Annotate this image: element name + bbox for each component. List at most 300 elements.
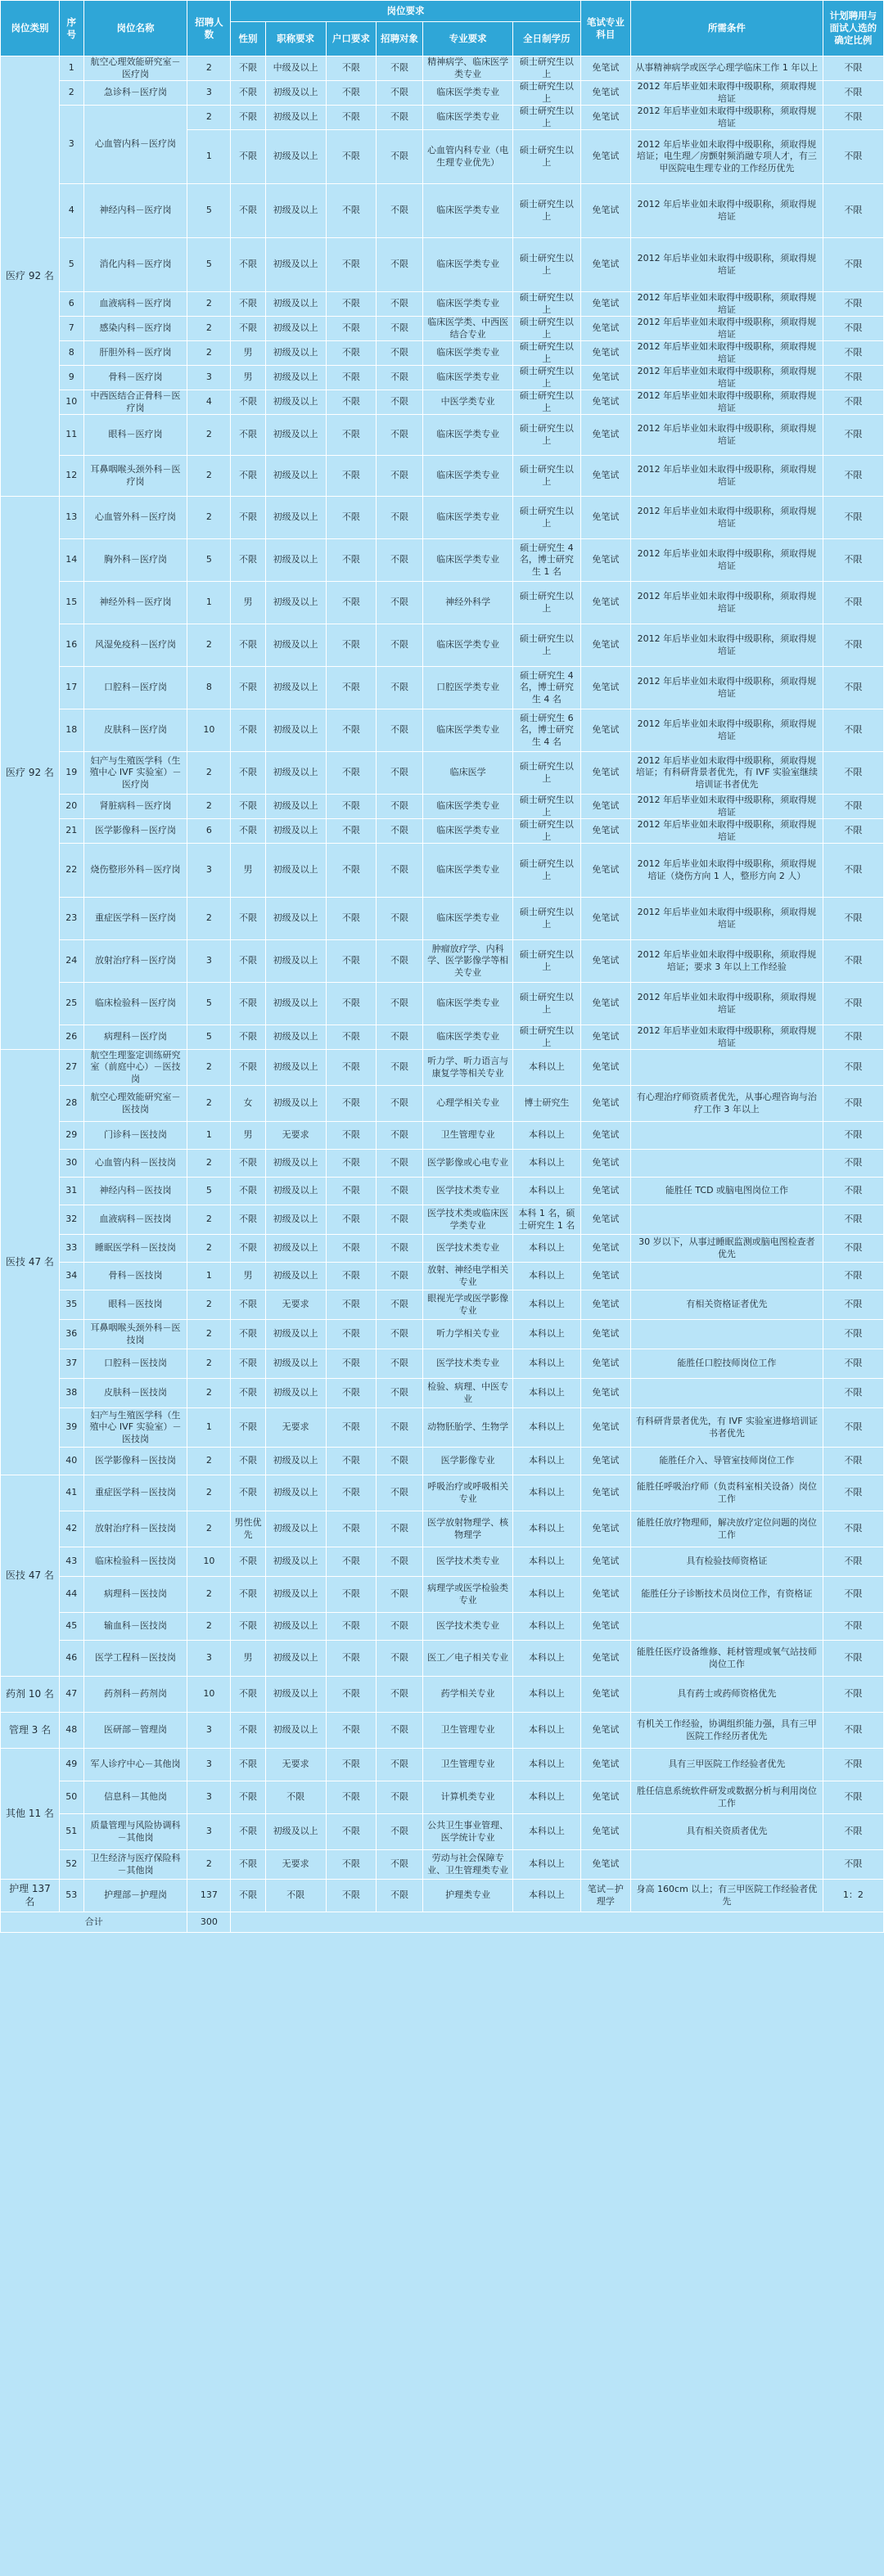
title-cell: 初级及以上 [265,1511,326,1547]
ratio-cell: 不限 [823,1320,883,1349]
major-cell: 检验、病理、中医专业 [423,1379,513,1408]
major-cell: 临床医学类专业 [423,366,513,390]
target-cell: 不限 [377,1677,423,1713]
conditions-cell: 胜任信息系统软件研发或数据分析与利用岗位工作 [631,1781,823,1814]
title-cell: 初级及以上 [265,341,326,366]
major-cell: 临床医学 [423,752,513,795]
seq-cell: 26 [59,1025,83,1050]
title-cell: 初级及以上 [265,539,326,582]
count-cell: 2 [187,1577,231,1613]
ratio-cell: 不限 [823,819,883,844]
exam-cell: 免笔试 [580,1290,630,1320]
edu-cell: 本科以上 [513,1880,581,1912]
ratio-cell: 不限 [823,539,883,582]
gender-cell: 不限 [231,390,265,415]
edu-cell: 本科以上 [513,1475,581,1511]
exam-cell: 免笔试 [580,1677,630,1713]
major-cell: 临床医学类专业 [423,983,513,1025]
seq-cell: 47 [59,1677,83,1713]
seq-cell: 9 [59,366,83,390]
position-cell: 医研部－管理岗 [83,1713,187,1749]
count-cell: 2 [187,1448,231,1475]
ratio-cell: 不限 [823,1641,883,1677]
gender-cell: 男 [231,844,265,898]
target-cell: 不限 [377,1814,423,1850]
exam-cell: 免笔试 [580,819,630,844]
conditions-cell [631,1150,823,1178]
gender-cell: 不限 [231,983,265,1025]
hukou-cell: 不限 [326,709,376,752]
exam-cell: 免笔试 [580,1547,630,1577]
target-cell: 不限 [377,292,423,317]
count-cell: 1 [187,1408,231,1448]
table-row [1,1880,884,1912]
edu-cell: 硕士研究生以上 [513,624,581,667]
seq-cell: 51 [59,1814,83,1850]
count-cell: 2 [187,341,231,366]
seq-cell: 12 [59,456,83,497]
ratio-cell: 不限 [823,1475,883,1511]
edu-cell: 硕士研究生以上 [513,983,581,1025]
hukou-cell: 不限 [326,1713,376,1749]
edu-cell: 本科以上 [513,1677,581,1713]
gender-cell: 不限 [231,1178,265,1205]
conditions-cell: 2012 年后毕业如未取得中级职称，须取得规培证 [631,317,823,341]
position-cell: 神经内科－医疗岗 [83,184,187,238]
table-row [1,582,884,624]
major-cell: 医学放射物理学、核物理学 [423,1511,513,1547]
gender-cell: 不限 [231,1349,265,1379]
position-cell: 心血管内科－医技岗 [83,1150,187,1178]
gender-cell: 不限 [231,56,265,81]
target-cell: 不限 [377,1408,423,1448]
position-cell: 口腔科－医疗岗 [83,667,187,709]
gender-cell: 不限 [231,106,265,130]
ratio-cell: 不限 [823,415,883,456]
table-row [1,238,884,292]
gender-cell: 不限 [231,1290,265,1320]
gender-cell: 不限 [231,752,265,795]
col-header-ratio: 计划聘用与面试人选的确定比例 [823,1,883,56]
table-row [1,1475,884,1511]
exam-cell: 免笔试 [580,1511,630,1547]
exam-cell: 免笔试 [580,184,630,238]
target-cell: 不限 [377,81,423,106]
table-row [1,1205,884,1235]
ratio-cell: 不限 [823,1511,883,1547]
total-label-cell: 合计 [1,1912,187,1933]
major-cell: 临床医学类专业 [423,106,513,130]
count-cell: 2 [187,415,231,456]
seq-cell: 5 [59,238,83,292]
target-cell: 不限 [377,1749,423,1781]
table-row [1,667,884,709]
edu-cell: 本科以上 [513,1547,581,1577]
gender-cell: 男 [231,366,265,390]
edu-cell: 硕士研究生以上 [513,292,581,317]
table-row [1,795,884,819]
seq-cell: 15 [59,582,83,624]
target-cell: 不限 [377,582,423,624]
title-cell: 初级及以上 [265,1205,326,1235]
title-cell: 初级及以上 [265,1086,326,1122]
target-cell: 不限 [377,1547,423,1577]
title-cell: 初级及以上 [265,624,326,667]
target-cell: 不限 [377,497,423,539]
count-cell: 2 [187,1205,231,1235]
target-cell: 不限 [377,795,423,819]
seq-cell: 19 [59,752,83,795]
gender-cell: 不限 [231,940,265,983]
exam-cell: 免笔试 [580,415,630,456]
title-cell: 初级及以上 [265,390,326,415]
exam-cell: 免笔试 [580,1749,630,1781]
col-header-edu: 全日制学历 [513,22,581,56]
ratio-cell: 不限 [823,898,883,940]
table-row [1,81,884,106]
hukou-cell: 不限 [326,844,376,898]
hukou-cell: 不限 [326,1290,376,1320]
title-cell: 初级及以上 [265,1448,326,1475]
edu-cell: 硕士研究生以上 [513,81,581,106]
seq-cell: 18 [59,709,83,752]
hukou-cell: 不限 [326,983,376,1025]
table-row [1,1641,884,1677]
category-cell: 医疗 92 名 [1,497,60,1050]
edu-cell: 本科以上 [513,1150,581,1178]
exam-cell: 免笔试 [580,1641,630,1677]
major-cell: 临床医学类专业 [423,497,513,539]
conditions-cell: 2012 年后毕业如未取得中级职称，须取得规培证 [631,292,823,317]
major-cell: 动物胚胎学、生物学 [423,1408,513,1448]
seq-cell: 35 [59,1290,83,1320]
gender-cell: 不限 [231,1713,265,1749]
category-cell: 其他 11 名 [1,1749,60,1880]
ratio-cell: 不限 [823,390,883,415]
table-row [1,1349,884,1379]
conditions-cell: 能胜任放疗物理师，解决放疗定位问题的岗位工作 [631,1511,823,1547]
edu-cell: 本科以上 [513,1749,581,1781]
hukou-cell: 不限 [326,582,376,624]
gender-cell: 不限 [231,624,265,667]
position-cell: 烧伤整形外科－医疗岗 [83,844,187,898]
hukou-cell: 不限 [326,1613,376,1641]
position-cell: 血液病科－医疗岗 [83,292,187,317]
edu-cell: 硕士研究生以上 [513,497,581,539]
target-cell: 不限 [377,1320,423,1349]
conditions-cell: 2012 年后毕业如未取得中级职称，须取得规培证 [631,238,823,292]
count-cell: 5 [187,184,231,238]
count-cell: 3 [187,1713,231,1749]
edu-cell: 本科以上 [513,1511,581,1547]
count-cell: 2 [187,56,231,81]
col-header-conditions: 所需条件 [631,1,823,56]
target-cell: 不限 [377,709,423,752]
exam-cell: 免笔试 [580,317,630,341]
conditions-cell [631,1850,823,1880]
hukou-cell: 不限 [326,1511,376,1547]
title-cell: 初级及以上 [265,582,326,624]
major-cell: 临床医学类专业 [423,844,513,898]
ratio-cell: 1：2 [823,1880,883,1912]
position-cell: 医学影像科－医技岗 [83,1448,187,1475]
gender-cell: 不限 [231,819,265,844]
exam-cell: 免笔试 [580,898,630,940]
exam-cell: 免笔试 [580,582,630,624]
table-row [1,819,884,844]
seq-cell: 23 [59,898,83,940]
table-row [1,1408,884,1448]
ratio-cell: 不限 [823,624,883,667]
exam-cell: 免笔试 [580,539,630,582]
gender-cell: 不限 [231,1205,265,1235]
ratio-cell: 不限 [823,497,883,539]
position-cell: 耳鼻咽喉头颈外科－医技岗 [83,1320,187,1349]
title-cell: 初级及以上 [265,317,326,341]
ratio-cell: 不限 [823,667,883,709]
ratio-cell: 不限 [823,709,883,752]
count-cell: 3 [187,1781,231,1814]
table-row [1,709,884,752]
gender-cell: 不限 [231,1025,265,1050]
gender-cell: 不限 [231,1850,265,1880]
table-row [1,1235,884,1263]
col-header-group: 岗位要求 [231,1,580,22]
col-header-category: 岗位类别 [1,1,60,56]
ratio-cell: 不限 [823,130,883,184]
exam-cell: 免笔试 [580,1150,630,1178]
seq-cell: 17 [59,667,83,709]
table-row [1,844,884,898]
conditions-cell: 30 岁以下，从事过睡眠监测或脑电图检查者优先 [631,1235,823,1263]
target-cell: 不限 [377,1577,423,1613]
exam-cell: 免笔试 [580,497,630,539]
target-cell: 不限 [377,1263,423,1290]
position-cell: 病理科－医疗岗 [83,1025,187,1050]
title-cell: 初级及以上 [265,366,326,390]
title-cell: 初级及以上 [265,415,326,456]
edu-cell: 硕士研究生以上 [513,184,581,238]
ratio-cell: 不限 [823,752,883,795]
position-cell: 重症医学科－医疗岗 [83,898,187,940]
hukou-cell: 不限 [326,667,376,709]
edu-cell: 硕士研究生以上 [513,366,581,390]
count-cell: 10 [187,1547,231,1577]
target-cell: 不限 [377,1290,423,1320]
count-cell: 1 [187,1263,231,1290]
title-cell: 初级及以上 [265,1613,326,1641]
major-cell: 听力学相关专业 [423,1320,513,1349]
ratio-cell: 不限 [823,1122,883,1150]
seq-cell: 25 [59,983,83,1025]
hukou-cell: 不限 [326,1025,376,1050]
edu-cell: 本科以上 [513,1349,581,1379]
gender-cell: 女 [231,1086,265,1122]
category-cell: 管理 3 名 [1,1713,60,1749]
edu-cell: 硕士研究生以上 [513,898,581,940]
major-cell: 临床医学类、中西医结合专业 [423,317,513,341]
position-cell: 航空心理效能研究室－医疗岗 [83,56,187,81]
conditions-cell: 有心理治疗师资质者优先，从事心理咨询与治疗工作 3 年以上 [631,1086,823,1122]
title-cell: 初级及以上 [265,844,326,898]
conditions-cell: 2012 年后毕业如未取得中级职称，须取得规培证 [631,81,823,106]
seq-cell: 50 [59,1781,83,1814]
target-cell: 不限 [377,1178,423,1205]
exam-cell: 免笔试 [580,56,630,81]
conditions-cell: 2012 年后毕业如未取得中级职称，须取得规培证 [631,184,823,238]
count-cell: 2 [187,1320,231,1349]
seq-cell: 7 [59,317,83,341]
count-cell: 2 [187,1290,231,1320]
edu-cell: 本科以上 [513,1641,581,1677]
ratio-cell: 不限 [823,1235,883,1263]
major-cell: 肿瘤放疗学、内科学、医学影像学等相关专业 [423,940,513,983]
table-row [1,940,884,983]
edu-cell: 本科以上 [513,1448,581,1475]
count-cell: 2 [187,497,231,539]
hukou-cell: 不限 [326,1547,376,1577]
conditions-cell: 2012 年后毕业如未取得中级职称，须取得规培证 [631,582,823,624]
ratio-cell: 不限 [823,1850,883,1880]
major-cell: 计算机类专业 [423,1781,513,1814]
edu-cell: 本科 1 名，硕士研究生 1 名 [513,1205,581,1235]
target-cell: 不限 [377,341,423,366]
target-cell: 不限 [377,1086,423,1122]
edu-cell: 本科以上 [513,1178,581,1205]
target-cell: 不限 [377,390,423,415]
edu-cell: 硕士研究生以上 [513,456,581,497]
edu-cell: 本科以上 [513,1613,581,1641]
seq-cell: 3 [59,106,83,184]
target-cell: 不限 [377,1448,423,1475]
position-cell: 心血管外科－医疗岗 [83,497,187,539]
conditions-cell: 2012 年后毕业如未取得中级职称，须取得规培证 [631,819,823,844]
position-cell: 航空心理效能研究室－医技岗 [83,1086,187,1122]
position-cell: 骨科－医疗岗 [83,366,187,390]
gender-cell: 不限 [231,292,265,317]
seq-cell: 42 [59,1511,83,1547]
title-cell: 初级及以上 [265,1025,326,1050]
seq-cell: 36 [59,1320,83,1349]
ratio-cell: 不限 [823,1050,883,1086]
exam-cell: 免笔试 [580,795,630,819]
count-cell: 2 [187,1086,231,1122]
major-cell: 中医学类专业 [423,390,513,415]
position-cell: 感染内科－医疗岗 [83,317,187,341]
major-cell: 医学技术类专业 [423,1547,513,1577]
count-cell: 2 [187,1050,231,1086]
count-cell: 5 [187,539,231,582]
position-cell: 军人诊疗中心－其他岗 [83,1749,187,1781]
hukou-cell: 不限 [326,795,376,819]
title-cell: 中级及以上 [265,56,326,81]
count-cell: 1 [187,130,231,184]
conditions-cell [631,1320,823,1349]
hukou-cell: 不限 [326,1349,376,1379]
count-cell: 3 [187,940,231,983]
table-row [1,1086,884,1122]
count-cell: 2 [187,1613,231,1641]
gender-cell: 不限 [231,1408,265,1448]
title-cell: 初级及以上 [265,940,326,983]
hukou-cell: 不限 [326,317,376,341]
hukou-cell: 不限 [326,752,376,795]
ratio-cell: 不限 [823,1448,883,1475]
hukou-cell: 不限 [326,106,376,130]
table-row [1,898,884,940]
position-cell: 护理部－护理岗 [83,1880,187,1912]
major-cell: 临床医学类专业 [423,624,513,667]
hukou-cell: 不限 [326,898,376,940]
gender-cell: 不限 [231,709,265,752]
target-cell: 不限 [377,539,423,582]
target-cell: 不限 [377,456,423,497]
major-cell: 临床医学类专业 [423,539,513,582]
exam-cell: 免笔试 [580,709,630,752]
total-empty-cell [231,1912,884,1933]
count-cell: 2 [187,624,231,667]
edu-cell: 本科以上 [513,1235,581,1263]
count-cell: 2 [187,795,231,819]
target-cell: 不限 [377,415,423,456]
count-cell: 2 [187,292,231,317]
target-cell: 不限 [377,238,423,292]
title-cell: 初级及以上 [265,667,326,709]
edu-cell: 本科以上 [513,1263,581,1290]
target-cell: 不限 [377,1050,423,1086]
ratio-cell: 不限 [823,1677,883,1713]
table-row [1,1577,884,1613]
count-cell: 2 [187,752,231,795]
table-row [1,1511,884,1547]
hukou-cell: 不限 [326,1880,376,1912]
major-cell: 眼视光学或医学影像专业 [423,1290,513,1320]
count-cell: 2 [187,1475,231,1511]
table-row [1,1749,884,1781]
table-row [1,1320,884,1349]
gender-cell: 不限 [231,1577,265,1613]
ratio-cell: 不限 [823,1178,883,1205]
count-cell: 6 [187,819,231,844]
col-header-exam: 笔试专业科目 [580,1,630,56]
gender-cell: 不限 [231,898,265,940]
edu-cell: 本科以上 [513,1850,581,1880]
conditions-cell: 有机关工作经验，协调组织能力强，具有三甲医院工作经历者优先 [631,1713,823,1749]
major-cell: 放射、神经电学相关专业 [423,1263,513,1290]
seq-cell: 41 [59,1475,83,1511]
target-cell: 不限 [377,1880,423,1912]
count-cell: 4 [187,390,231,415]
seq-cell: 4 [59,184,83,238]
title-cell: 初级及以上 [265,1320,326,1349]
hukou-cell: 不限 [326,1263,376,1290]
count-cell: 2 [187,1379,231,1408]
ratio-cell: 不限 [823,184,883,238]
seq-cell: 45 [59,1613,83,1641]
hukou-cell: 不限 [326,1205,376,1235]
title-cell: 初级及以上 [265,1641,326,1677]
ratio-cell: 不限 [823,1205,883,1235]
total-row [1,1912,884,1933]
seq-cell: 28 [59,1086,83,1122]
count-cell: 2 [187,456,231,497]
conditions-cell: 能胜任分子诊断技术员岗位工作，有资格证 [631,1577,823,1613]
category-cell: 医疗 92 名 [1,56,60,497]
seq-cell: 32 [59,1205,83,1235]
position-cell: 风湿免疫科－医疗岗 [83,624,187,667]
title-cell: 初级及以上 [265,1713,326,1749]
seq-cell: 2 [59,81,83,106]
